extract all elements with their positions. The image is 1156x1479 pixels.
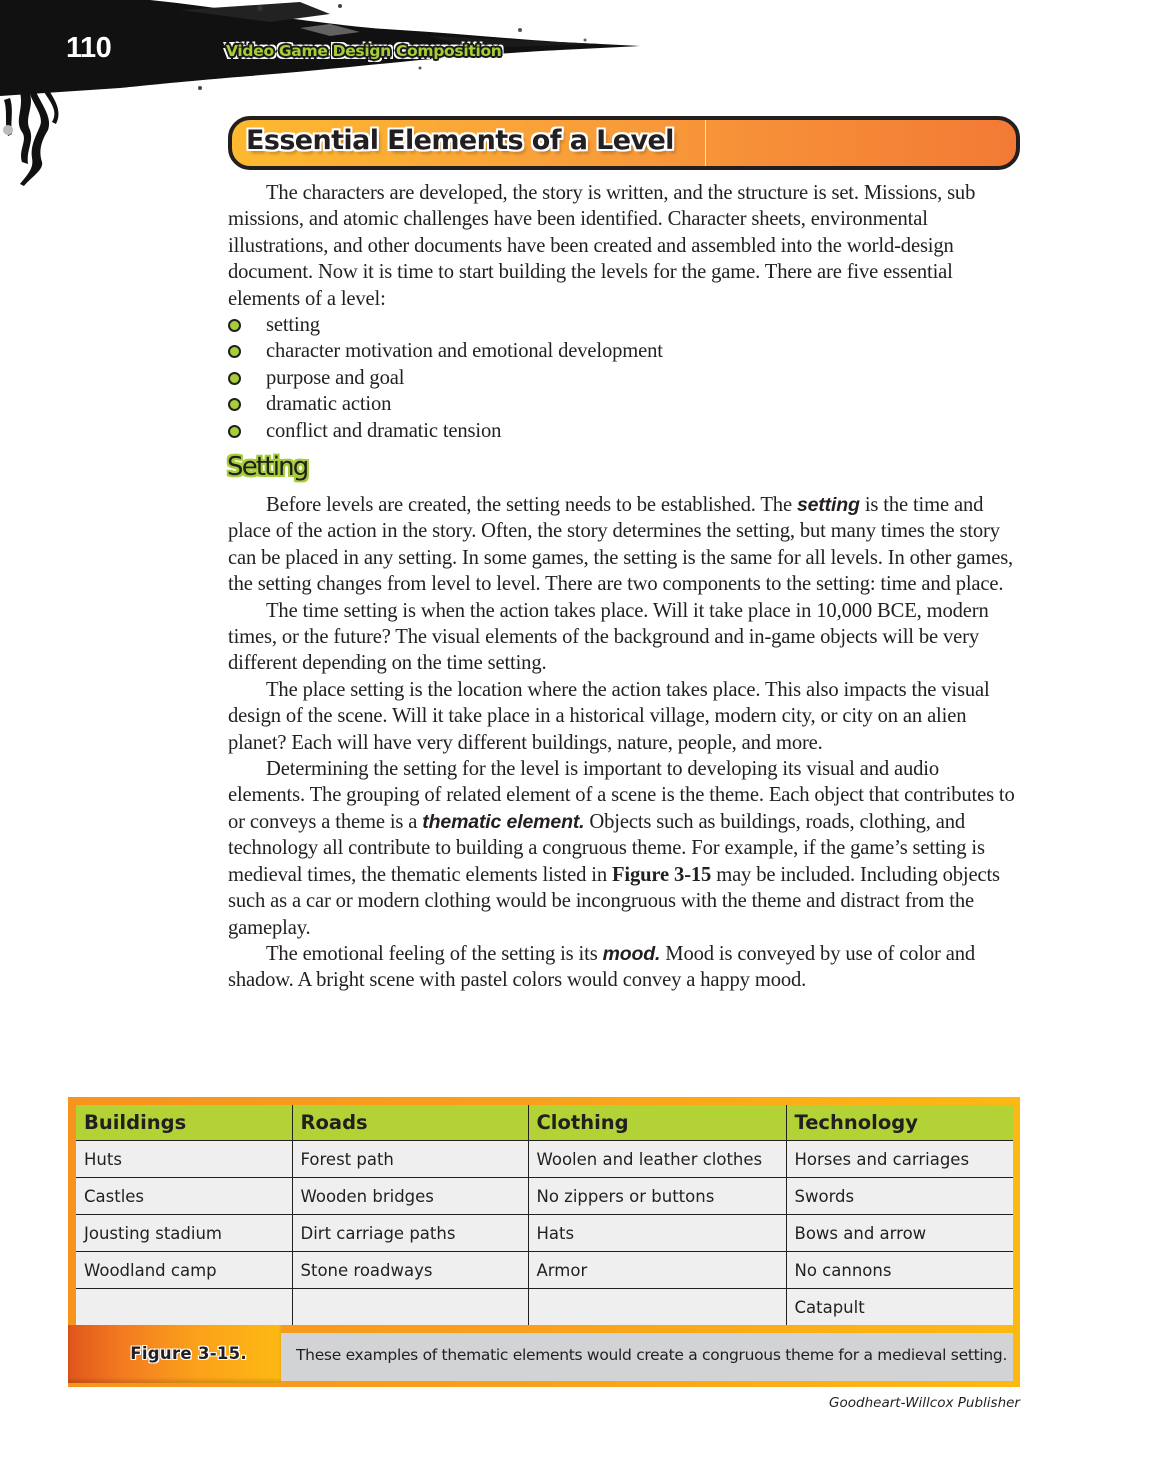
setting-paragraph-3: The place setting is the location where the action takes place. This also impacts the visual design of the scene. Will it take place in a historical village, modern city, or city on an alien planet? Each will have very different buildings, nature, people, and more. bbox=[228, 678, 990, 754]
setting-block bbox=[228, 492, 1018, 994]
setting-paragraph-1: Before levels are created, the setting needs to be established. The setting is the time and place of the action in the story. Often, the story determines the setting, but many times the story can be placed in any setting. In some games, the setting is the same for all levels. In other games, the setting changes from level to level. There are two components to the setting: time and place. bbox=[228, 494, 1014, 596]
table-cell: Hats bbox=[528, 1215, 786, 1252]
table-cell: Dirt carriage paths bbox=[292, 1215, 528, 1252]
table-cell: Wooden bridges bbox=[292, 1178, 528, 1215]
elements-list bbox=[228, 312, 1018, 444]
setting-paragraph-5: The emotional feeling of the setting is its mood. Mood is conveyed by use of color and shadow. A bright scene with pastel colors would convey a happy mood. bbox=[228, 942, 976, 992]
table-row bbox=[76, 1289, 1013, 1326]
key-term: mood. bbox=[602, 942, 661, 965]
figure-label: Figure 3-15. bbox=[130, 1344, 247, 1363]
list-item-text: conflict and dramatic tension bbox=[266, 419, 502, 442]
subheading-setting: Setting bbox=[227, 452, 308, 482]
table-cell: Castles bbox=[76, 1178, 292, 1215]
figure-label-box bbox=[68, 1325, 281, 1383]
bullet-icon bbox=[228, 398, 241, 411]
list-item-text: character motivation and emotional development bbox=[266, 340, 663, 363]
table-cell: No zippers or buttons bbox=[528, 1178, 786, 1215]
table-cell: Forest path bbox=[292, 1141, 528, 1178]
figure-caption-box bbox=[281, 1333, 1013, 1381]
table-cell: No cannons bbox=[786, 1252, 1013, 1289]
ink-splatter-decoration bbox=[0, 0, 660, 200]
key-term: thematic element. bbox=[422, 810, 585, 833]
section-banner bbox=[228, 116, 1020, 170]
banner-divider bbox=[705, 120, 706, 166]
table-cell: Horses and carriages bbox=[786, 1141, 1013, 1178]
figure-reference: Figure 3-15 bbox=[611, 863, 712, 886]
figure-3-15 bbox=[68, 1097, 1020, 1387]
table-cell: Huts bbox=[76, 1141, 292, 1178]
table-cell bbox=[76, 1289, 292, 1326]
section-title: Essential Elements of a Level bbox=[246, 125, 674, 156]
publisher-credit: Goodheart-Willcox Publisher bbox=[829, 1395, 1020, 1411]
table-cell: Jousting stadium bbox=[76, 1215, 292, 1252]
page-number: 110 bbox=[66, 32, 112, 64]
column-header: Buildings bbox=[76, 1105, 292, 1141]
table-cell: Swords bbox=[786, 1178, 1013, 1215]
list-item bbox=[228, 312, 1018, 338]
bullet-icon bbox=[228, 372, 241, 385]
list-item-text: dramatic action bbox=[266, 393, 392, 416]
book-title: Video Game Design Composition bbox=[226, 42, 502, 60]
list-item bbox=[228, 418, 1018, 444]
table-cell: Bows and arrow bbox=[786, 1215, 1013, 1252]
setting-paragraph-2: The time setting is when the action takes place. Will it take place in 10,000 BCE, modern times, or the future? The visual elements of the background and in-game objects will be very different depending on the time setting. bbox=[228, 599, 989, 675]
list-item-text: setting bbox=[266, 314, 320, 337]
bullet-icon bbox=[228, 345, 241, 358]
table-cell bbox=[528, 1289, 786, 1326]
table-cell bbox=[292, 1289, 528, 1326]
figure-caption: These examples of thematic elements would create a congruous theme for a medieval setting. bbox=[296, 1346, 1008, 1364]
table-header-row bbox=[76, 1105, 1013, 1141]
intro-paragraph: The characters are developed, the story is written, and the structure is set. Missions, sub missions, and atomic challenges have been identified. Character sheets, environmental illustrations, and other documents have been created and assembled into the world-design document. Now it is time to start building the levels for the game. There are five essential elements of a level: bbox=[228, 182, 976, 310]
table-row bbox=[76, 1215, 1013, 1252]
table-row bbox=[76, 1252, 1013, 1289]
table-cell: Armor bbox=[528, 1252, 786, 1289]
bullet-icon bbox=[228, 425, 241, 438]
thematic-elements-table bbox=[76, 1105, 1013, 1325]
list-item-text: purpose and goal bbox=[266, 366, 405, 389]
table-cell: Catapult bbox=[786, 1289, 1013, 1326]
list-item bbox=[228, 391, 1018, 417]
table-row bbox=[76, 1178, 1013, 1215]
column-header: Technology bbox=[786, 1105, 1013, 1141]
table-row bbox=[76, 1141, 1013, 1178]
table-cell: Woolen and leather clothes bbox=[528, 1141, 786, 1178]
list-item bbox=[228, 365, 1018, 391]
intro-block bbox=[228, 180, 1018, 444]
table-cell: Stone roadways bbox=[292, 1252, 528, 1289]
bullet-icon bbox=[228, 319, 241, 332]
column-header: Roads bbox=[292, 1105, 528, 1141]
column-header: Clothing bbox=[528, 1105, 786, 1141]
key-term: setting bbox=[796, 494, 860, 516]
list-item bbox=[228, 338, 1018, 364]
setting-paragraph-4: Determining the setting for the level is important to developing its visual and audio elements. The grouping of related element of a scene is the theme. Each object that contributes to or conveys a theme is a thematic element. Objects such as buildings, roads, clothing, and technology all contribute to building a congruous theme. For example, if the game’s setting is medieval times, the thematic elements listed in Figure 3-15 may be included. Including objects such as a car or modern clothing would be incongruous with the theme and distract from the gameplay. bbox=[228, 758, 1015, 939]
table-cell: Woodland camp bbox=[76, 1252, 292, 1289]
